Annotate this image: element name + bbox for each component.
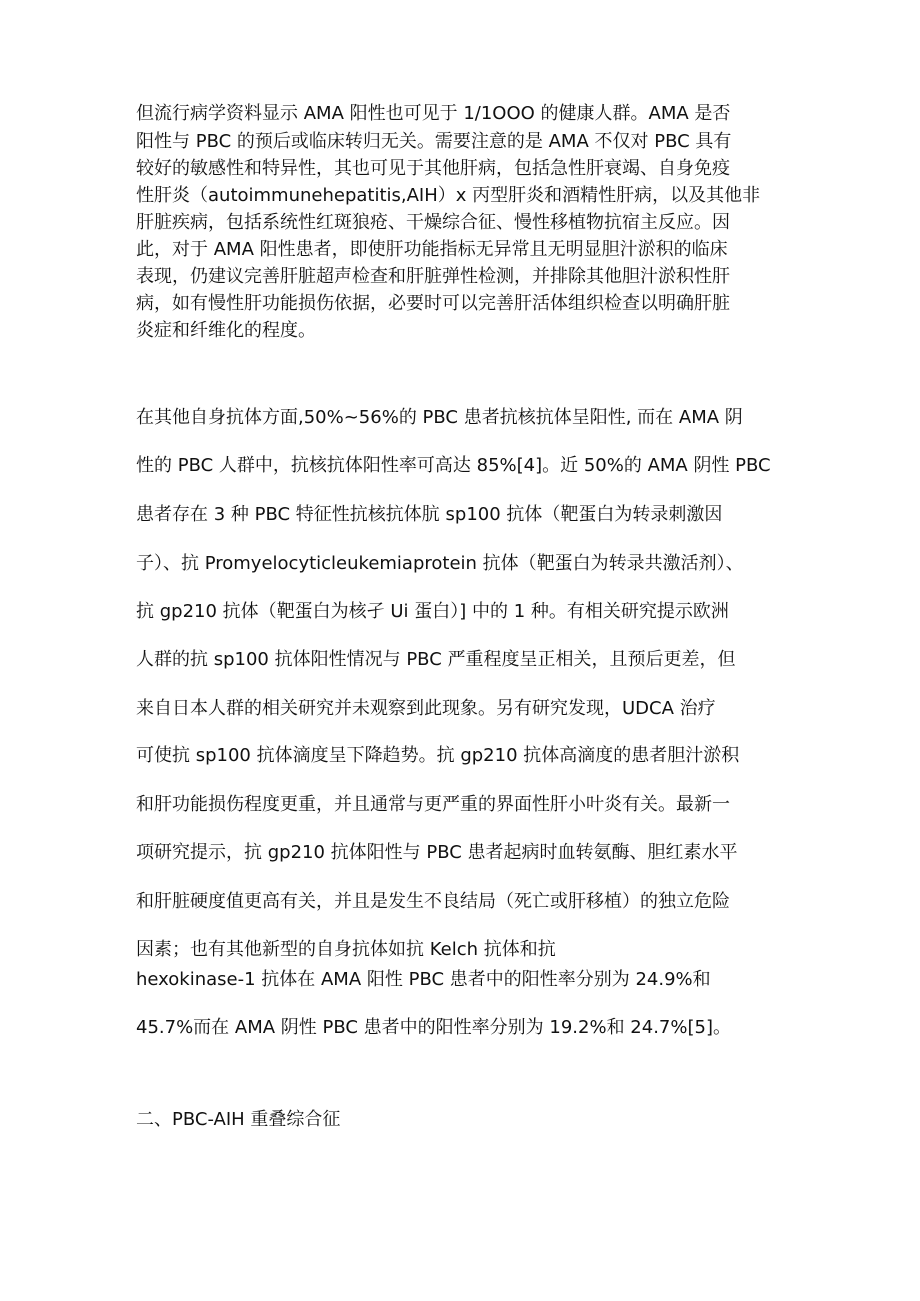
paragraph-line: 较好的敏感性和特异性，其也可见于其他肝病，包括急性肝衰竭、自身免疫 xyxy=(136,158,730,179)
paragraph-line: 人群的抗 sp100 抗体阳性情况与 PBC 严重程度呈正相关，且预后更差，但 xyxy=(136,649,736,670)
paragraph-line: 阳性与 PBC 的预后或临床转归无关。需要注意的是 AMA 不仅对 PBC 具有 xyxy=(136,131,732,152)
paragraph-line: 炎症和纤维化的程度。 xyxy=(136,320,316,341)
paragraph-line: 因素；也有其他新型的自身抗体如抗 Kelch 抗体和抗 xyxy=(136,939,556,960)
paragraph-line: 肝脏疾病，包括系统性红斑狼疮、干燥综合征、慢性移植物抗宿主反应。因 xyxy=(136,212,730,233)
paragraph-line: 在其他自身抗体方面,50%~56%的 PBC 患者抗核抗体呈阳性, 而在 AMA 阴 xyxy=(136,407,743,428)
paragraph-line: hexokinase-1 抗体在 AMA 阳性 PBC 患者中的阳性率分别为 24.9%和 xyxy=(136,969,711,990)
paragraph-line: 患者存在 3 种 PBC 特征性抗核抗体肮 sp100 抗体（靶蛋白为转录刺激因 xyxy=(136,504,723,525)
section-heading: 二、PBC-AIH 重叠综合征 xyxy=(136,1109,341,1130)
paragraph-line: 子）、抗 Promyelocyticleukemiaprotein 抗体（靶蛋白为转录共激活剂）、 xyxy=(136,553,744,574)
paragraph-line: 此，对于 AMA 阳性患者，即使肝功能指标无异常且无明显胆汁淤积的临床 xyxy=(136,239,728,260)
paragraph-line: 抗 gp210 抗体（靶蛋白为核孑 Ui 蛋白）] 中的 1 种。有相关研究提示欧洲 xyxy=(136,601,729,622)
paragraph-line: 病，如有慢性肝功能损伤依据，必要时可以完善肝活体组织检查以明确肝脏 xyxy=(136,293,730,314)
paragraph-line: 性的 PBC 人群中，抗核抗体阳性率可高达 85%[4]。近 50%的 AMA 阴性 PBC xyxy=(136,455,771,476)
paragraph-line: 但流行病学资料显示 AMA 阳性也可见于 1/1OOO 的健康人群。AMA 是否 xyxy=(136,103,731,124)
paragraph-line: 可使抗 sp100 抗体滴度呈下降趋势。抗 gp210 抗体高滴度的患者胆汁淤积 xyxy=(136,745,740,766)
paragraph-line: 性肝炎（autoimmunehepatitis,AIH）x 丙型肝炎和酒精性肝病，以及其他非 xyxy=(136,185,761,206)
paragraph-line: 45.7%而在 AMA 阴性 PBC 患者中的阳性率分别为 19.2%和 24.7%[5]。 xyxy=(136,1017,731,1038)
paragraph-line: 来自日本人群的相关研究并未观察到此现象。另有研究发现，UDCA 治疗 xyxy=(136,698,716,719)
paragraph-line: 项研究提示，抗 gp210 抗体阳性与 PBC 患者起病时血转氨酶、胆红素水平 xyxy=(136,842,738,863)
paragraph-line: 和肝脏硬度值更高有关，并且是发生不良结局（死亡或肝移植）的独立危险 xyxy=(136,891,730,912)
paragraph-line: 和肝功能损伤程度更重，并且通常与更严重的界面性肝小叶炎有关。最新一 xyxy=(136,794,730,815)
paragraph-line: 表现，仍建议完善肝脏超声检查和肝脏弹性检测，并排除其他胆汁淤积性肝 xyxy=(136,266,730,287)
